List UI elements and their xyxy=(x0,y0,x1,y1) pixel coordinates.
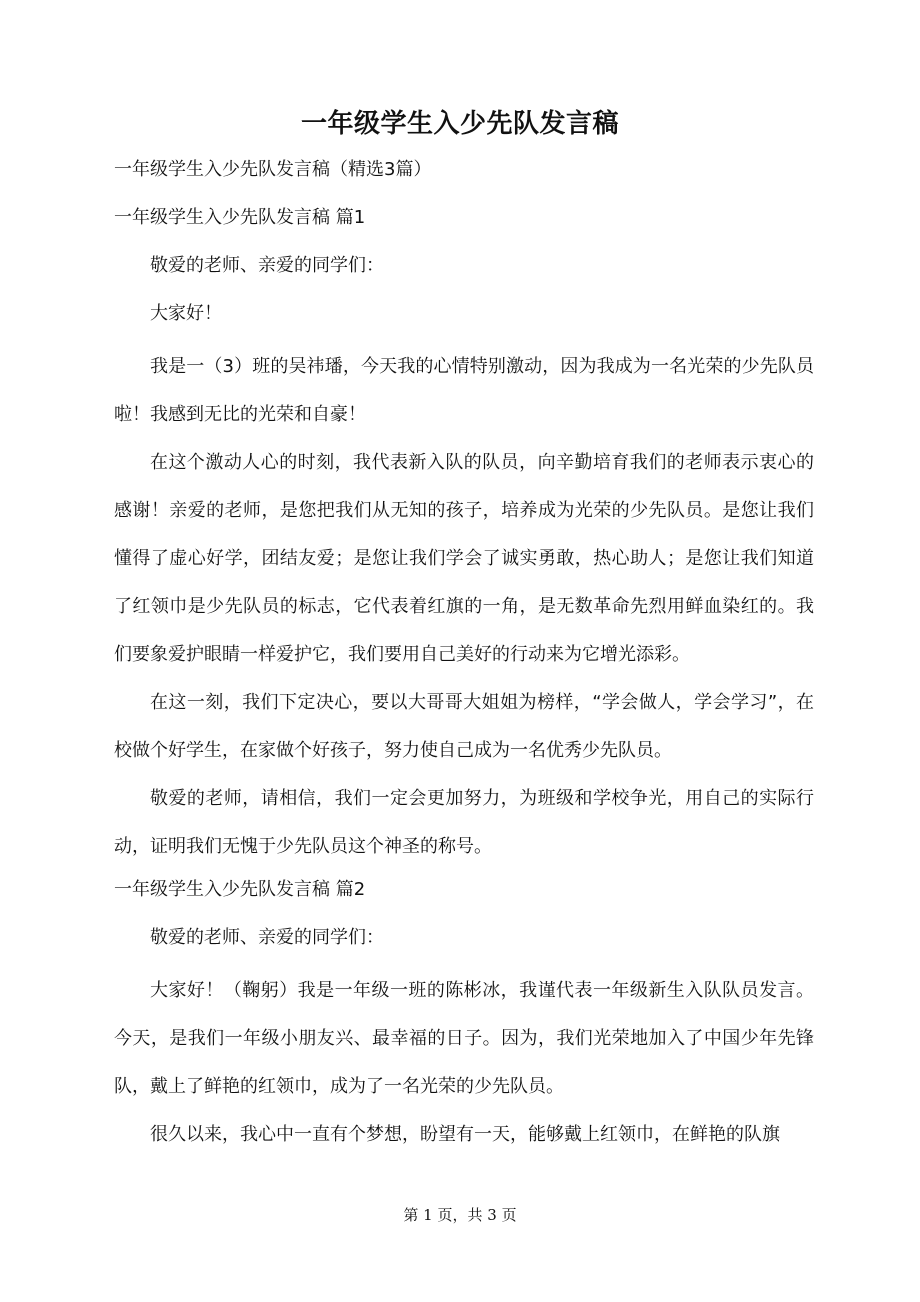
body-paragraph: 很久以来，我心中一直有个梦想，盼望有一天，能够戴上红领巾，在鲜艳的队旗 xyxy=(150,1124,780,1145)
body-paragraph: 敬爱的老师，请相信，我们一定会更加努力，为班级和学校争光，用自己的实际行动，证明我们无愧于少先队员这个神圣的称号。 xyxy=(114,788,814,857)
section-heading-1: 一年级学生入少先队发言稿 篇1 xyxy=(114,207,366,228)
body-paragraph: 大家好！（鞠躬）我是一年级一班的陈彬冰，我谨代表一年级新生入队队员发言。今天，是我们一年级小朋友兴、最幸福的日子。因为，我们光荣地加入了中国少年先锋队，戴上了鲜艳的红领巾，成为了一名光荣的少先队员。 xyxy=(114,980,814,1097)
greeting-paragraph: 大家好！ xyxy=(150,303,222,324)
section-heading-2: 一年级学生入少先队发言稿 篇2 xyxy=(114,879,366,900)
document-title: 一年级学生入少先队发言稿 xyxy=(300,109,619,139)
body-paragraph: 在这一刻，我们下定决心，要以大哥哥大姐姐为榜样，“学会做人，学会学习”，在校做个好学生，在家做个好孩子，努力使自己成为一名优秀少先队员。 xyxy=(114,692,814,761)
document-body xyxy=(114,151,814,1159)
page-footer: 第 1 页，共 3 页 xyxy=(403,1206,517,1224)
document-subtitle: 一年级学生入少先队发言稿（精选3篇） xyxy=(114,159,432,180)
salutation-paragraph: 敬爱的老师、亲爱的同学们： xyxy=(150,255,384,276)
body-paragraph: 在这个激动人心的时刻，我代表新入队的队员，向辛勤培育我们的老师表示衷心的感谢！亲爱的老师，是您把我们从无知的孩子，培养成为光荣的少先队员。是您让我们懂得了虚心好学，团结友爱；是您让我们学会了诚实勇敢，热心助人；是您让我们知道了红领巾是少先队员的标志，它代表着红旗的一角，是无数革命先烈用鲜血染红的。我们要象爱护眼睛一样爱护它，我们要用自己美好的行动来为它增光添彩。 xyxy=(114,452,814,665)
salutation-paragraph: 敬爱的老师、亲爱的同学们： xyxy=(150,927,384,948)
body-paragraph: 我是一（3）班的吴祎璠，今天我的心情特别激动，因为我成为一名光荣的少先队员啦！我感到无比的光荣和自豪！ xyxy=(114,356,814,425)
